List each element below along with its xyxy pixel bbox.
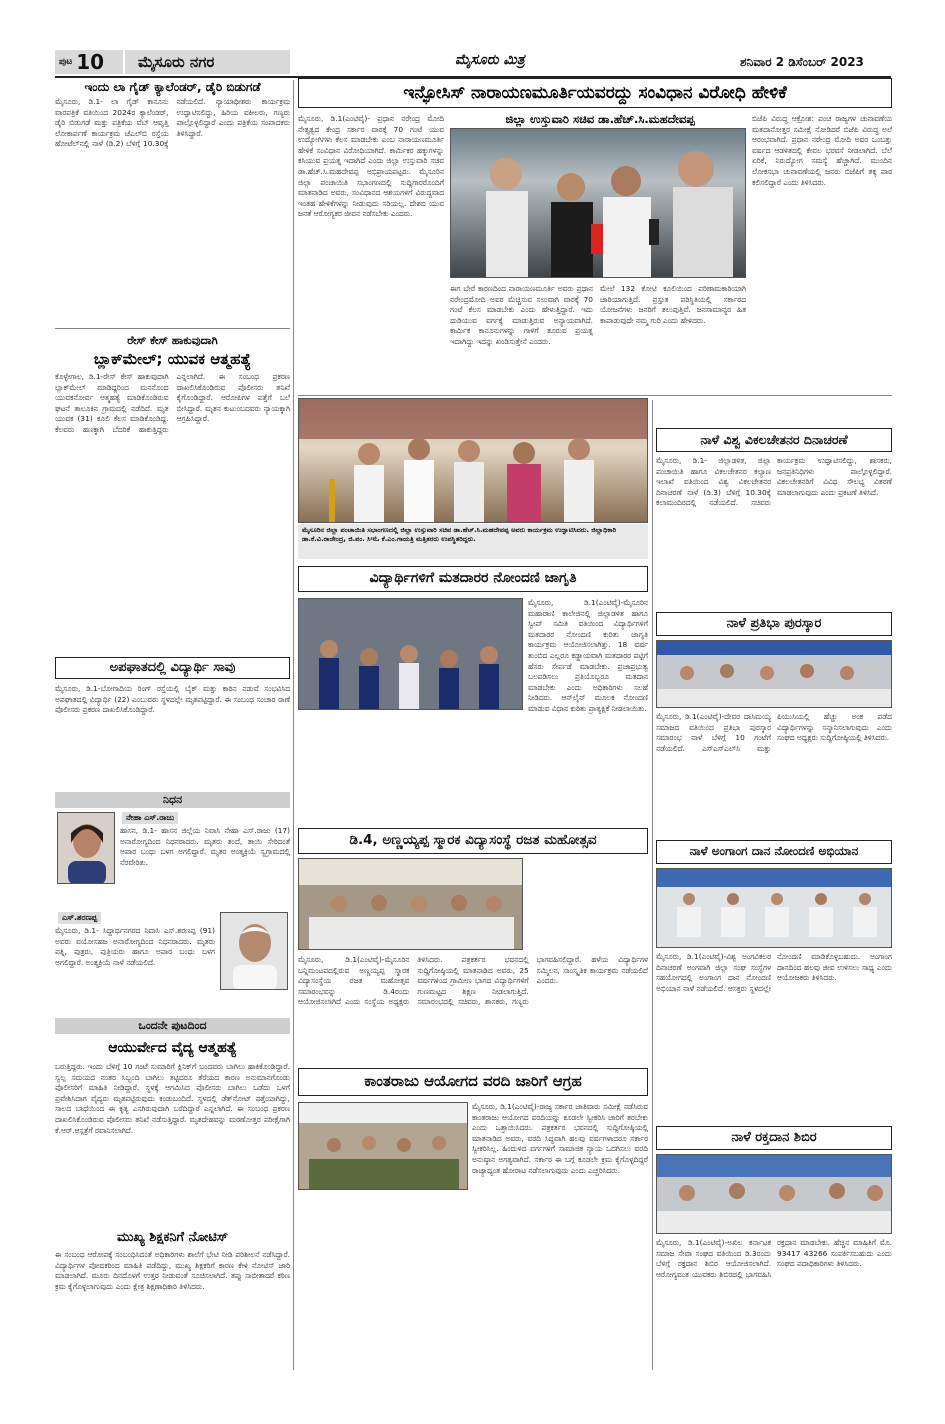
kantharaju-photo xyxy=(298,1102,468,1190)
panel-talent-graphic xyxy=(657,641,892,708)
blood-body: ಮೈಸೂರು, ಡಿ.1(ಎಂಟಿವೈ)-ಅಖಿಲ ಕರ್ನಾಟಕ ಸಮಾಜ ಸೇವಾ ಸಂಘದ ವತಿಯಿಂದ ಡಿ.3ರಂದು ಬೆಳಿಗ್ಗೆ ರಕ್ತದಾನ ಶಿಬಿರ ಆಯೋಜಿಸಲಾಗಿದೆ. ಆರೋಗ್ಯವಂತ ಯುವಕರು ಶಿಬಿರದಲ್ಲಿ ಭಾಗವಹಿಸಿ ರಕ್ತದಾನ ಮಾಡಬೇಕು. ಹೆಚ್ಚಿನ ಮಾಹಿತಿಗೆ ಮೊ. 93417 43266 ಸಂಪರ್ಕಿಸಬಹುದು ಎಂದು ಸಂಘದ ಪದಾಧಿಕಾರಿಗಳು ತಿಳಿಸಿದರು. xyxy=(656,1238,892,1279)
issue-date: ಶನಿವಾರ 2 ಡಿಸೆಂಬರ್ 2023 xyxy=(740,55,864,69)
notice-body: ಈ ಸಂಬಂಧ ಆರೋಪಕ್ಕೆ ಸಂಬಂಧಿಸಿದಂತೆ ಅಧಿಕಾರಿಗಳು ಶಾಲೆಗೆ ಭೇಟಿ ನೀಡಿ ಪರಿಶೀಲನೆ ನಡೆಸಿದ್ದಾರೆ. ವಿದ್ಯಾರ್ಥಿಗಳ ಪೋಷಕರಿಂದ ಮಾಹಿತಿ ಪಡೆದಿದ್ದು, ಮುಖ್ಯ ಶಿಕ್ಷಕರಿಗೆ ಕಾರಣ ಕೇಳಿ ನೋಟಿಸ್ ಜಾರಿ ಮಾಡಲಾಗಿದೆ. ಮೂರು ದಿನದೊಳಗೆ ಉತ್ತರ ನೀಡುವಂತೆ ಸೂಚಿಸಲಾಗಿದೆ. ತಪ್ಪು ಸಾಬೀತಾದರೆ ಕಠಿಣ ಕ್ರಮ ಕೈಗೊಳ್ಳಲಾಗುವುದು ಎಂದು ಕ್ಷೇತ್ರ ಶಿಕ್ಷಣಾಧಿಕಾರಿ ತಿಳಿಸಿದರು. xyxy=(55,1250,290,1291)
lead-col-2: ಈಗ ಬೇರೆ ಕಾರಣದಿಂದ ನಾರಾಯಣಮೂರ್ತಿ ಅವರು ಪ್ರಧಾನ ನರೇಂದ್ರಮೋದಿ ಅವರ ಮೆಚ್ಚಿಸುವ ಸಲುವಾಗಿ ವಾರಕ್ಕೆ 70 ಗಂಟೆ ಕೆಲಸ ಮಾಡಬೇಕು ಎಂದು ಹೇಳುತ್ತಿದ್ದಾರೆ. ಇದು ದುಡಿಯುವ ವರ್ಗಕ್ಕೆ ಮಾಡುತ್ತಿರುವ ಅನ್ಯಾಯವಾಗಿದೆ. ಕಾರ್ಮಿಕ ಕಾನೂನುಗಳನ್ನು ಗಾಳಿಗೆ ತೂರುವ ಪ್ರಯತ್ನ ಇದಾಗಿದ್ದು ಇದನ್ನು ಖಂಡಿಸುತ್ತೇನೆ ಎಂದರು. xyxy=(450,284,593,346)
doctor-headline: ಆಯುರ್ವೇದ ವೈದ್ಯ ಆತ್ಮಹತ್ಯೆ xyxy=(108,1040,237,1056)
lead-photo xyxy=(450,128,746,278)
anniversary-body: ಮೈಸೂರು, ಡಿ.1(ಎಂಟಿವೈ)-ಮೈಸೂರಿನ ಬನ್ನಿಮಂಟಪದಲ್ಲಿರುವ ಅಣ್ಣಯ್ಯಪ್ಪ ಸ್ಮಾರಕ ವಿದ್ಯಾಸಂಸ್ಥೆಯ ರಜತ ಮಹೋತ್ಸವ ಸಮಾರಂಭವನ್ನು ಡಿ.4ರಂದು ಆಯೋಜಿಸಲಾಗಿದೆ ಎಂದು ಸಂಸ್ಥೆಯ ಅಧ್ಯಕ್ಷರು ತಿಳಿಸಿದರು. ಪತ್ರಕರ್ತರ ಭವನದಲ್ಲಿ ಸುದ್ದಿಗೋಷ್ಠಿಯಲ್ಲಿ ಮಾತನಾಡಿದ ಅವರು, 25 ವರ್ಷಗಳಿಂದ ಗ್ರಾಮೀಣ ಭಾಗದ ವಿದ್ಯಾರ್ಥಿಗಳಿಗೆ ಗುಣಮಟ್ಟದ ಶಿಕ್ಷಣ ನೀಡಲಾಗುತ್ತಿದೆ. ಸಮಾರಂಭದಲ್ಲಿ ಸಚಿವರು, ಶಾಸಕರು, ಗಣ್ಯರು ಭಾಗವಹಿಸಲಿದ್ದಾರೆ. ಹಳೆಯ ವಿದ್ಯಾರ್ಥಿಗಳ ಸಮ್ಮಿಲನ, ಸಾಂಸ್ಕೃತಿಕ ಕಾರ್ಯಕ್ರಮ ನಡೆಯಲಿದೆ ಎಂದರು. xyxy=(298,955,648,1007)
page-number-block xyxy=(55,50,123,74)
obituary-photo-2 xyxy=(220,912,288,990)
anniversary-photo xyxy=(298,858,523,950)
doctor-body: ಬರುತ್ತಿದ್ದರು. ಇಂದು ಬೆಳಿಗ್ಗೆ 10 ಗಂಟೆ ಸುಮಾರಿಗೆ ಕ್ಲಿನಿಕ್‌ಗೆ ಬಂದವರು ಬಾಗಿಲು ಹಾಕಿಕೊಂಡಿದ್ದಾರೆ. ಸ್ವಲ್ಪ ಸಮಯದ ನಂತರ ಸಿಬ್ಬಂದಿ ಬಾಗಿಲು ತಟ್ಟಿದರೂ ತೆರೆಯದ ಕಾರಣ ಅನುಮಾನಗೊಂಡು ಪೊಲೀಸರಿಗೆ ಮಾಹಿತಿ ನೀಡಿದ್ದಾರೆ. ಸ್ಥಳಕ್ಕೆ ಆಗಮಿಸಿದ ಪೊಲೀಸರು ಬಾಗಿಲು ಒಡೆದು ಒಳಗೆ ಪ್ರವೇಶಿಸಿದಾಗ ವೈದ್ಯರು ಮೃತಪಟ್ಟಿರುವುದು ಕಂಡುಬಂದಿದೆ. ಸ್ಥಳದಲ್ಲಿ ಡೆತ್‌ನೋಟ್ ಪತ್ತೆಯಾಗಿದ್ದು, ಸಾಲದ ಬಾಧೆಯಿಂದ ಈ ಕೃತ್ಯ ಎಸಗಿರುವುದಾಗಿ ಬರೆದಿದ್ದಾರೆ ಎನ್ನಲಾಗಿದೆ. ಈ ಸಂಬಂಧ ಪ್ರಕರಣ ದಾಖಲಿಸಿಕೊಂಡಿರುವ ಪೊಲೀಸರು ತನಿಖೆ ನಡೆಸುತ್ತಿದ್ದಾರೆ. ಮೃತದೇಹವನ್ನು ಮರಣೋತ್ತರ ಪರೀಕ್ಷೆಗಾಗಿ ಕೆ.ಆರ್.ಆಸ್ಪತ್ರೆಗೆ ರವಾನಿಸಲಾಗಿದೆ. xyxy=(55,1062,290,1135)
lead-headline: ಇನ್ಫೋಸಿಸ್ ನಾರಾಯಣಮೂರ್ತಿಯವರದ್ದು ಸಂವಿಧಾನ ವಿರೋಧಿ ಹೇಳಿಕೆ xyxy=(298,78,892,108)
kantharaju-body-lower xyxy=(298,1195,468,1367)
lead-col-3: ಮೇಲೆ 132 ಕೋಟಿ ಕೂಲಿಯಿಂದ ಪರಿಣಾಮಕಾರಿಯಾಗಿ ಜಾರಿಯಾಗುತ್ತಿದೆ. ಪ್ರಸ್ತುತ ಪರಿಸ್ಥಿತಿಯಲ್ಲಿ ಸರ್ಕಾರದ ಯೋಜನೆಗಳು ಜನರಿಗೆ ತಲುಪುತ್ತಿವೆ. ಜನಸಾಮಾನ್ಯರ ಹಿತ ಕಾಪಾಡುವುದೇ ನಮ್ಮ ಗುರಿ ಎಂದು ಹೇಳಿದರು. xyxy=(600,284,746,325)
race-headline: ಬ್ಲಾಕ್‌ಮೇಲ್; ಯುವಕ ಆತ್ಮಹತ್ಯೆ xyxy=(93,350,252,368)
calendar-body: ಮೈಸೂರು, ಡಿ.1- ಲಾ ಗೈಡ್ ಕಾನೂನು ವಾರಪತ್ರಿಕೆ ವತಿಯಿಂದ 2024ರ ಕ್ಯಾಲೆಂಡರ್, ಡೈರಿ ಬಿಡುಗಡೆ ಮತ್ತು ಪತ್ರಿಕೆಯ ವೆಬ್ ಆವೃತ್ತಿ ಲೋಕಾರ್ಪಣೆ ಕಾರ್ಯಕ್ರಮ ಜೆಎಲ್‌ಬಿ ರಸ್ತೆಯ ಹೋಟೆಲ್‌ನಲ್ಲಿ ನಾಳೆ (ಡಿ.2) ಬೆಳಿಗ್ಗೆ 10.30ಕ್ಕೆ ನಡೆಯಲಿದೆ. ನ್ಯಾಯಾಧೀಶರು ಕಾರ್ಯಕ್ರಮ ಉದ್ಘಾಟಿಸಲಿದ್ದು, ಹಿರಿಯ ವಕೀಲರು, ಗಣ್ಯರು ಪಾಲ್ಗೊಳ್ಳಲಿದ್ದಾರೆ ಎಂದು ಪತ್ರಿಕೆಯ ಸಂಪಾದಕರು ತಿಳಿಸಿದ್ದಾರೆ. xyxy=(55,97,290,149)
first-page-banner: ಒಂದನೇ ಪುಟದಿಂದ xyxy=(55,1018,290,1034)
poster-release-graphic xyxy=(657,869,892,948)
page-number: 10 xyxy=(76,50,105,74)
talent-headline: ನಾಳೆ ಪ್ರತಿಭಾ ಪುರಸ್ಕಾರ xyxy=(656,612,892,636)
talent-photo xyxy=(656,640,892,708)
lead-subhead: ಜಿಲ್ಲಾ ಉಸ್ತುವಾರಿ ಸಚಿವ ಡಾ.ಹೆಚ್.ಸಿ.ಮಹದೇವಪ್ಪ xyxy=(505,112,695,126)
organ-photo xyxy=(656,868,892,948)
blood-camp-graphic xyxy=(657,1155,892,1234)
calendar-headline: ಇಂದು ಲಾ ಗೈಡ್ ಕ್ಯಾಲೆಂಡರ್, ಡೈರಿ ಬಿಡುಗಡೆ xyxy=(84,80,261,94)
blood-headline: ನಾಳೆ ರಕ್ತದಾನ ಶಿಬಿರ xyxy=(656,1126,892,1150)
obituary-name-1: ನೇಹಾ ಎಸ್.ರಾಜು xyxy=(122,812,178,824)
page-prefix: ಪುಟ xyxy=(59,57,73,67)
disabled-day-headline: ನಾಳೆ ವಿಶ್ವ ವಿಕಲಚೇತನರ ದಿನಾಚರಣೆ xyxy=(656,428,892,452)
race-kicker: ರೇಸ್ ಕೇಸ್ ಹಾಕುವುದಾಗಿ xyxy=(127,334,218,347)
talent-body: ಮೈಸೂರು, ಡಿ.1(ಎಂಟಿವೈ)-ದೇವರ ದಾಸಿಮಯ್ಯ ಸಮಾಜದ ವತಿಯಿಂದ ಪ್ರತಿಭಾ ಪುರಸ್ಕಾರ ಸಮಾರಂಭ ನಾಳೆ ಬೆಳಿಗ್ಗೆ 10 ಗಂಟೆಗೆ ನಡೆಯಲಿದೆ. ಎಸ್‌ಎಸ್‌ಎಲ್‌ಸಿ ಮತ್ತು ಪಿಯುಸಿಯಲ್ಲಿ ಹೆಚ್ಚು ಅಂಕ ಪಡೆದ ವಿದ್ಯಾರ್ಥಿಗಳನ್ನು ಸನ್ಮಾನಿಸಲಾಗುವುದು ಎಂದು ಸಂಘದ ಅಧ್ಯಕ್ಷರು ಸುದ್ದಿಗೋಷ್ಠಿಯಲ್ಲಿ ತಿಳಿಸಿದರು. xyxy=(656,712,892,753)
lead-col-4: ಬಿಜೆಪಿ ವಿರುದ್ಧ ಆಕ್ರೋಶ: ಪಂಚ ರಾಜ್ಯಗಳ ಚುನಾವಣೆಯ ಮತದಾನೋತ್ತರ ಸಮೀಕ್ಷೆ ನೋಡಿದರೆ ಬಿಜೆಪಿ ವಿರುದ್ಧ ಅಲೆ ಆರಂಭವಾಗಿದೆ. ಪ್ರಧಾನ ನರೇಂದ್ರ ಮೋದಿ ಅವರ ಒಂಬತ್ತು ವರ್ಷದ ಆಡಳಿತದಲ್ಲಿ ಕೇವಲ ಭರವಸೆ ನೀಡಲಾಗಿದೆ. ಬೆಲೆ ಏರಿಕೆ, ನಿರುದ್ಯೋಗ ಸಮಸ್ಯೆ ಹೆಚ್ಚಾಗಿದೆ. ಮುಂದಿನ ಲೋಕಸಭಾ ಚುನಾವಣೆಯಲ್ಲಿ ಜನರು ಬಿಜೆಪಿಗೆ ತಕ್ಕ ಪಾಠ ಕಲಿಸಲಿದ್ದಾರೆ ಎಂದು ತಿಳಿಸಿದರು. xyxy=(752,114,892,187)
disabled-day-body: ಮೈಸೂರು, ಡಿ.1- ಜಿಲ್ಲಾಡಳಿತ, ಜಿಲ್ಲಾ ಪಂಚಾಯಿತಿ ಹಾಗೂ ವಿಕಲಚೇತನರ ಕಲ್ಯಾಣ ಇಲಾಖೆ ವತಿಯಿಂದ ವಿಶ್ವ ವಿಕಲಚೇತನರ ದಿನಾಚರಣೆ ನಾಳೆ (ಡಿ.3) ಬೆಳಿಗ್ಗೆ 10.30ಕ್ಕೆ ಕಲಾಮಂದಿರದಲ್ಲಿ ನಡೆಯಲಿದೆ. ಸಚಿವರು ಕಾರ್ಯಕ್ರಮ ಉದ್ಘಾಟಿಸಲಿದ್ದು, ಶಾಸಕರು, ಜನಪ್ರತಿನಿಧಿಗಳು ಪಾಲ್ಗೊಳ್ಳಲಿದ್ದಾರೆ. ವಿಕಲಚೇತನರಿಗೆ ವಿವಿಧ ಸೌಲಭ್ಯ ವಿತರಣೆ ಮಾಡಲಾಗುವುದು ಎಂದು ಪ್ರಕಟಣೆ ತಿಳಿಸಿದೆ. xyxy=(656,456,892,508)
lead-col-1: ಮೈಸೂರು, ಡಿ.1(ಎಂಟಿವೈ)- ಪ್ರಧಾನ ನರೇಂದ್ರ ಮೋದಿ ನೇತೃತ್ವದ ಕೇಂದ್ರ ಸರ್ಕಾರ ವಾರಕ್ಕೆ 70 ಗಂಟೆ ಯುವ ಉದ್ಯೋಗಿಗಳು ಕೆಲಸ ಮಾಡಬೇಕು ಎಂಬ ನಾರಾಯಣಮೂರ್ತಿ ಹೇಳಿಕೆ ಸಂವಿಧಾನ ವಿರೋಧಿಯಾಗಿದೆ. ಕಾರ್ಮಿಕರ ಹಕ್ಕುಗಳನ್ನು ಕಸಿಯುವ ಪ್ರಯತ್ನ ಇದಾಗಿದೆ ಎಂದು ಜಿಲ್ಲಾ ಉಸ್ತುವಾರಿ ಸಚಿವ ಡಾ.ಹೆಚ್.ಸಿ.ಮಹದೇವಪ್ಪ ಅಭಿಪ್ರಾಯಪಟ್ಟರು. ಮೈಸೂರಿನ ಜಿಲ್ಲಾ ಪಂಚಾಯಿತಿ ಸಭಾಂಗಣದಲ್ಲಿ ಸುದ್ದಿಗಾರರೊಂದಿಗೆ ಮಾತನಾಡಿದ ಅವರು, ಸಂವಿಧಾನದ ಆಶಯಗಳಿಗೆ ವಿರುದ್ಧವಾದ ಇಂತಹ ಹೇಳಿಕೆಗಳನ್ನು ನೀಡುವುದು ಸರಿಯಲ್ಲ. ದೇಶದ ಯುವ ಜನತೆ ಆರೋಗ್ಯಕರ ಜೀವನ ನಡೆಸಬೇಕು ಎಂದರು. xyxy=(298,114,444,219)
portrait-woman-icon xyxy=(58,813,115,884)
kantharaju-body: ಮೈಸೂರು, ಡಿ.1(ಎಂಟಿವೈ)-ರಾಜ್ಯ ಸರ್ಕಾರ ಜಾತಿವಾರು ಸಮೀಕ್ಷೆ ನಡೆಸಿರುವ ಕಾಂತರಾಜು ಆಯೋಗದ ವರದಿಯನ್ನು ಕೂಡಲೇ ಸ್ವೀಕರಿಸಿ ಜಾರಿಗೆ ತರಬೇಕು ಎಂದು ಒತ್ತಾಯಿಸಿದರು. ಪತ್ರಕರ್ತರ ಭವನದಲ್ಲಿ ಸುದ್ದಿಗೋಷ್ಠಿಯಲ್ಲಿ ಮಾತನಾಡಿದ ಅವರು, ವರದಿ ಸಿದ್ಧವಾಗಿ ಹಲವು ವರ್ಷಗಳಾದರೂ ಸರ್ಕಾರ ಸ್ವೀಕರಿಸಿಲ್ಲ. ಹಿಂದುಳಿದ ವರ್ಗಗಳಿಗೆ ಸಾಮಾಜಿಕ ನ್ಯಾಯ ಒದಗಿಸಲು ವರದಿ ಅನುಷ್ಠಾನ ಅಗತ್ಯವಾಗಿದೆ. ಸರ್ಕಾರ ಈ ಬಗ್ಗೆ ಕೂಡಲೇ ಕ್ರಮ ಕೈಗೊಳ್ಳದಿದ್ದರೆ ರಾಜ್ಯಾದ್ಯಂತ ಹೋರಾಟ ನಡೆಸಲಾಗುವುದು ಎಂದು ಎಚ್ಚರಿಸಿದರು. xyxy=(472,1102,648,1175)
press-crowd-graphic xyxy=(451,129,746,278)
accident-headline: ಅಪಘಾತದಲ್ಲಿ ವಿದ್ಯಾರ್ಥಿ ಸಾವು xyxy=(55,657,290,679)
lamp-lighting-graphic xyxy=(299,399,648,523)
lead-bottom-rule xyxy=(298,395,892,396)
notice-headline: ಮುಖ್ಯ ಶಿಕ್ಷಕನಿಗೆ ನೋಟಿಸ್ xyxy=(117,1230,228,1245)
obituary-body-2: ಮೈಸೂರು, ಡಿ.1- ಸಿದ್ದಾರ್ಥನಗರದ ನಿವಾಸಿ ಎಸ್.ಶರಣಪ್ಪ (91) ಅವರು ವಯೋಸಹಜ ಅನಾರೋಗ್ಯದಿಂದ ನಿಧನರಾದರು. ಮೃತರು ಪತ್ನಿ, ಪುತ್ರರು, ಪುತ್ರಿಯರು ಹಾಗೂ ಅಪಾರ ಬಂಧು ಬಳಗ ಅಗಲಿದ್ದಾರೆ. ಅಂತ್ಯಕ್ರಿಯೆ ನಾಳೆ ನಡೆಯಲಿದೆ. xyxy=(55,926,215,967)
panel-graphic xyxy=(299,859,523,950)
organ-body: ಮೈಸೂರು, ಡಿ.1(ಎಂಟಿವೈ)-ವಿಶ್ವ ಅಂಗವಿಕಲರ ದಿನಾಚರಣೆ ಅಂಗವಾಗಿ ಜಿಲ್ಲಾ ಸಂಘ ಸಂಸ್ಥೆಗಳ ಸಹಯೋಗದಲ್ಲಿ ಅಂಗಾಂಗ ದಾನ ನೋಂದಣಿ ಅಭಿಯಾನ ನಾಳೆ ನಡೆಯಲಿದೆ. ಆಸಕ್ತರು ಸ್ಥಳದಲ್ಲೇ ನೋಂದಣಿ ಮಾಡಿಕೊಳ್ಳಬಹುದು. ಅಂಗಾಂಗ ದಾನದಿಂದ ಹಲವು ಜೀವ ಉಳಿಸಲು ಸಾಧ್ಯ ಎಂದು ಆಯೋಜಕರು ತಿಳಿಸಿದರು. xyxy=(656,952,892,993)
left-column-rule xyxy=(293,80,294,1370)
voter-body-lower xyxy=(298,714,523,824)
students-graphic xyxy=(299,599,523,710)
blood-photo xyxy=(656,1154,892,1234)
accident-body: ಮೈಸೂರು, ಡಿ.1-ಬೋಗಾದಿಯ ರಿಂಗ್ ರಸ್ತೆಯಲ್ಲಿ ಬೈಕ್ ಮತ್ತು ಕಾರಿನ ನಡುವೆ ಸಂಭವಿಸಿದ ಅಪಘಾತದಲ್ಲಿ ವಿದ್ಯಾರ್ಥಿ (22) ಎಂಬುವರು ಸ್ಥಳದಲ್ಲೇ ಮೃತಪಟ್ಟಿದ್ದಾರೆ. ಈ ಸಂಬಂಧ ಸಂಚಾರ ಠಾಣೆ ಪೊಲೀಸರು ಪ್ರಕರಣ ದಾಖಲಿಸಿಕೊಂಡಿದ್ದಾರೆ. xyxy=(55,684,290,715)
voter-photo xyxy=(298,598,523,710)
voter-headline: ವಿದ್ಯಾರ್ಥಿಗಳಿಗೆ ಮತದಾರರ ನೋಂದಣಿ ಜಾಗೃತಿ xyxy=(298,566,648,592)
anniversary-headline: ಡಿ.4, ಅಣ್ಣಯ್ಯಪ್ಪ ಸ್ಮಾರಕ ವಿದ್ಯಾಸಂಸ್ಥೆ ರಜತ ಮಹೋತ್ಸವ xyxy=(298,828,648,854)
obituary-body-1: ಹಾಸನ, ಡಿ.1- ಹಾಸನ ಜಿಲ್ಲೆಯ ನಿವಾಸಿ ನೇಹಾ ಎಸ್.ರಾಜು (17) ಅನಾರೋಗ್ಯದಿಂದ ನಿಧನರಾದರು. ಮೃತರು ತಂದೆ, ತಾಯಿ ಸೇರಿದಂತೆ ಅಪಾರ ಬಂಧು ಬಳಗ ಅಗಲಿದ್ದಾರೆ. ಮೃತರ ಅಂತ್ಯಕ್ರಿಯೆ ಸ್ವಗ್ರಾಮದಲ್ಲಿ ನೆರವೇರಿತು. xyxy=(120,826,290,867)
organ-headline: ನಾಳೆ ಅಂಗಾಂಗ ದಾನ ನೋಂದಣಿ ಅಭಿಯಾನ xyxy=(656,840,892,864)
obituary-band: ನಿಧನ xyxy=(55,792,290,808)
press-meet-graphic xyxy=(299,1103,468,1190)
event-photo xyxy=(298,398,648,523)
obituary-photo-1 xyxy=(57,812,115,884)
obituary-name-2: ಎಸ್.ಶರಣಪ್ಪ xyxy=(58,912,101,924)
race-body: ಕೊಳ್ಳೇಗಾಲ, ಡಿ.1-ರೇಸ್ ಕೇಸ್ ಹಾಕುವುದಾಗಿ ಬ್ಲಾಕ್‌ಮೇಲ್ ಮಾಡಿದ್ದರಿಂದ ಮನನೊಂದ ಯುವಕನೋರ್ವ ಆತ್ಮಹತ್ಯೆ ಮಾಡಿಕೊಂಡಿರುವ ಘಟನೆ ತಾಲೂಕಿನ ಗ್ರಾಮದಲ್ಲಿ ನಡೆದಿದೆ. ಮೃತ ಯುವಕ (31) ಕೂಲಿ ಕೆಲಸ ಮಾಡಿಕೊಂಡಿದ್ದ. ಕೆಲವರು ಹಣಕ್ಕಾಗಿ ಬೆದರಿಕೆ ಹಾಕುತ್ತಿದ್ದರು ಎನ್ನಲಾಗಿದೆ. ಈ ಸಂಬಂಧ ಪ್ರಕರಣ ದಾಖಲಿಸಿಕೊಂಡಿರುವ ಪೊಲೀಸರು ತನಿಖೆ ಕೈಗೊಂಡಿದ್ದಾರೆ. ಆರೋಪಿಗಳ ಪತ್ತೆಗೆ ಬಲೆ ಬೀಸಿದ್ದಾರೆ. ಮೃತನ ಕುಟುಂಬದವರು ನ್ಯಾಯಕ್ಕಾಗಿ ಆಗ್ರಹಿಸಿದ್ದಾರೆ. xyxy=(55,372,290,434)
kantharaju-headline: ಕಾಂತರಾಜು ಆಯೋಗದ ವರದಿ ಜಾರಿಗೆ ಆಗ್ರಹ xyxy=(298,1068,648,1096)
voter-body: ಮೈಸೂರು, ಡಿ.1(ಎಂಟಿವೈ)-ಮೈಸೂರಿನ ಮಹಾರಾಣಿ ಕಾಲೇಜಿನಲ್ಲಿ ಜಿಲ್ಲಾಡಳಿತ ಹಾಗೂ ಸ್ವೀಪ್ ಸಮಿತಿ ವತಿಯಿಂದ ವಿದ್ಯಾರ್ಥಿಗಳಿಗೆ ಮತದಾರರ ನೋಂದಣಿ ಕುರಿತು ಜಾಗೃತಿ ಕಾರ್ಯಕ್ರಮ ಆಯೋಜಿಸಲಾಗಿತ್ತು. 18 ವರ್ಷ ತುಂಬಿದ ಎಲ್ಲರೂ ಕಡ್ಡಾಯವಾಗಿ ಮತದಾರರ ಪಟ್ಟಿಗೆ ಹೆಸರು ಸೇರ್ಪಡೆ ಮಾಡಬೇಕು. ಪ್ರಜಾಪ್ರಭುತ್ವ ಬಲಪಡಿಸಲು ಪ್ರತಿಯೊಬ್ಬರೂ ಮತದಾನ ಮಾಡಬೇಕು ಎಂದು ಅಧಿಕಾರಿಗಳು ಸಲಹೆ ನೀಡಿದರು. ಆನ್‌ಲೈನ್ ಮೂಲಕ ನೋಂದಣಿ ಮಾಡುವ ವಿಧಾನ ಕುರಿತು ಪ್ರಾತ್ಯಕ್ಷಿಕೆ ನೀಡಲಾಯಿತು. xyxy=(528,598,648,713)
right-column-rule xyxy=(652,400,653,1370)
calendar-rule xyxy=(55,328,290,329)
portrait-man-icon xyxy=(221,913,288,990)
section-title: ಮೈಸೂರು ನಗರ xyxy=(138,53,215,71)
event-photo-caption: ಮೈಸೂರಿನ ಜಿಲ್ಲಾ ಪಂಚಾಯಿತಿ ಸಭಾಂಗಣದಲ್ಲಿ ಜಿಲ್ಲಾ ಉಸ್ತುವಾರಿ ಸಚಿವ ಡಾ.ಹೆಚ್.ಸಿ.ಮಹದೇವಪ್ಪ ಅವರು ಕಾರ್ಯಕ್ರಮ ಉದ್ಘಾಟಿಸಿದರು. ಜಿಲ್ಲಾಧಿಕಾರಿ ಡಾ.ಕೆ.ವಿ.ರಾಜೇಂದ್ರ, ಜಿ.ಪಂ. ಸಿಇಓ ಕೆ.ಎಂ.ಗಾಯತ್ರಿ ಮತ್ತಿತರರು ಉಪಸ್ಥಿತರಿದ್ದರು. xyxy=(298,524,648,559)
paper-logo: ಮೈಸೂರು ಮಿತ್ರ xyxy=(455,52,525,68)
